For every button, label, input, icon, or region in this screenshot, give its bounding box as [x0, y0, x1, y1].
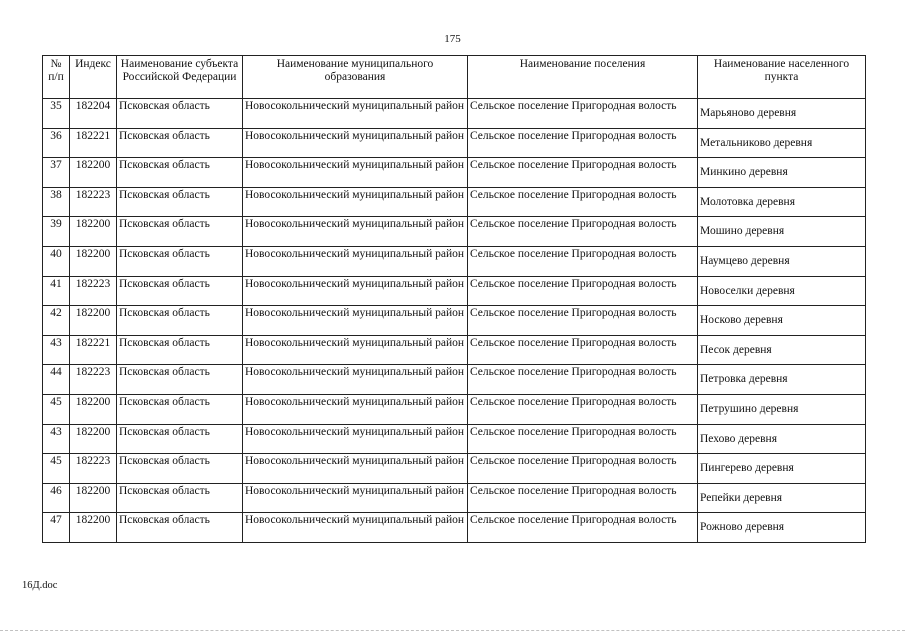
- cell-municipality: Новосокольнический муниципальный район: [243, 99, 468, 129]
- cell-subject: Псковская область: [117, 99, 243, 129]
- cell-municipality: Новосокольнический муниципальный район: [243, 394, 468, 424]
- cell-num: 39: [43, 217, 70, 247]
- cell-locality: Петровка деревня: [698, 365, 866, 395]
- cell-index: 182223: [70, 365, 117, 395]
- cell-num: 46: [43, 483, 70, 513]
- cell-municipality: Новосокольнический муниципальный район: [243, 158, 468, 188]
- cell-num: 44: [43, 365, 70, 395]
- table-header-row: [43, 56, 866, 99]
- cell-locality: Наумцево деревня: [698, 246, 866, 276]
- cell-index: 182223: [70, 454, 117, 484]
- cell-municipality: Новосокольнический муниципальный район: [243, 246, 468, 276]
- cell-subject: Псковская область: [117, 513, 243, 543]
- header-index: Индекс: [70, 56, 117, 99]
- cell-settlement: Сельское поселение Пригородная волость: [468, 335, 698, 365]
- table-body: [43, 99, 866, 543]
- header-num: № п/п: [43, 56, 70, 99]
- table-row: [43, 99, 866, 129]
- cell-locality: Пингерево деревня: [698, 454, 866, 484]
- cell-settlement: Сельское поселение Пригородная волость: [468, 99, 698, 129]
- cell-settlement: Сельское поселение Пригородная волость: [468, 276, 698, 306]
- cell-settlement: Сельское поселение Пригородная волость: [468, 187, 698, 217]
- cell-index: 182200: [70, 483, 117, 513]
- header-subject: Наименование субъекта Российской Федерации: [117, 56, 243, 99]
- cell-locality: Песок деревня: [698, 335, 866, 365]
- cell-num: 42: [43, 306, 70, 336]
- table-row: [43, 424, 866, 454]
- cell-num: 45: [43, 394, 70, 424]
- cell-municipality: Новосокольнический муниципальный район: [243, 187, 468, 217]
- cell-settlement: Сельское поселение Пригородная волость: [468, 246, 698, 276]
- cell-settlement: Сельское поселение Пригородная волость: [468, 394, 698, 424]
- table-row: [43, 158, 866, 188]
- cell-num: 43: [43, 335, 70, 365]
- table-row: [43, 187, 866, 217]
- localities-table: [42, 55, 866, 543]
- page-number: 175: [444, 33, 461, 45]
- table-row: [43, 306, 866, 336]
- cell-subject: Псковская область: [117, 424, 243, 454]
- cell-index: 182221: [70, 335, 117, 365]
- cell-municipality: Новосокольнический муниципальный район: [243, 424, 468, 454]
- header-municipality: Наименование муниципального образования: [243, 56, 468, 99]
- cell-index: 182200: [70, 394, 117, 424]
- cell-locality: Молотовка деревня: [698, 187, 866, 217]
- table-row: [43, 394, 866, 424]
- header-settlement: Наименование поселения: [468, 56, 698, 99]
- cell-locality: Марьяново деревня: [698, 99, 866, 129]
- table-row: [43, 217, 866, 247]
- cell-subject: Псковская область: [117, 454, 243, 484]
- cell-locality: Новоселки деревня: [698, 276, 866, 306]
- cell-subject: Псковская область: [117, 335, 243, 365]
- cell-municipality: Новосокольнический муниципальный район: [243, 335, 468, 365]
- cell-locality: Мошино деревня: [698, 217, 866, 247]
- cell-index: 182221: [70, 128, 117, 158]
- cell-settlement: Сельское поселение Пригородная волость: [468, 365, 698, 395]
- cell-subject: Псковская область: [117, 365, 243, 395]
- cell-num: 41: [43, 276, 70, 306]
- cell-num: 36: [43, 128, 70, 158]
- cell-locality: Метальниково деревня: [698, 128, 866, 158]
- cell-settlement: Сельское поселение Пригородная волость: [468, 454, 698, 484]
- cell-settlement: Сельское поселение Пригородная волость: [468, 306, 698, 336]
- table-row: [43, 513, 866, 543]
- cell-num: 35: [43, 99, 70, 129]
- cell-locality: Минкино деревня: [698, 158, 866, 188]
- cell-municipality: Новосокольнический муниципальный район: [243, 513, 468, 543]
- cell-locality: Рожново деревня: [698, 513, 866, 543]
- cell-municipality: Новосокольнический муниципальный район: [243, 306, 468, 336]
- scan-edge-line: [0, 630, 905, 631]
- cell-index: 182200: [70, 306, 117, 336]
- cell-index: 182200: [70, 513, 117, 543]
- table-row: [43, 246, 866, 276]
- cell-municipality: Новосокольнический муниципальный район: [243, 217, 468, 247]
- cell-subject: Псковская область: [117, 217, 243, 247]
- cell-settlement: Сельское поселение Пригородная волость: [468, 128, 698, 158]
- cell-num: 38: [43, 187, 70, 217]
- document-filename: 16Д.doc: [22, 580, 58, 591]
- cell-index: 182200: [70, 217, 117, 247]
- cell-index: 182223: [70, 276, 117, 306]
- cell-municipality: Новосокольнический муниципальный район: [243, 365, 468, 395]
- cell-index: 182200: [70, 424, 117, 454]
- cell-num: 45: [43, 454, 70, 484]
- header-locality: Наименование населенного пункта: [698, 56, 866, 99]
- cell-subject: Псковская область: [117, 394, 243, 424]
- cell-locality: Носково деревня: [698, 306, 866, 336]
- cell-index: 182204: [70, 99, 117, 129]
- cell-municipality: Новосокольнический муниципальный район: [243, 276, 468, 306]
- cell-municipality: Новосокольнический муниципальный район: [243, 128, 468, 158]
- cell-locality: Репейки деревня: [698, 483, 866, 513]
- table-row: [43, 483, 866, 513]
- cell-subject: Псковская область: [117, 128, 243, 158]
- table-row: [43, 365, 866, 395]
- table-row: [43, 128, 866, 158]
- cell-settlement: Сельское поселение Пригородная волость: [468, 424, 698, 454]
- table-row: [43, 335, 866, 365]
- cell-settlement: Сельское поселение Пригородная волость: [468, 158, 698, 188]
- cell-index: 182223: [70, 187, 117, 217]
- cell-municipality: Новосокольнический муниципальный район: [243, 454, 468, 484]
- cell-municipality: Новосокольнический муниципальный район: [243, 483, 468, 513]
- cell-locality: Петрушино деревня: [698, 394, 866, 424]
- cell-index: 182200: [70, 246, 117, 276]
- cell-locality: Пехово деревня: [698, 424, 866, 454]
- cell-settlement: Сельское поселение Пригородная волость: [468, 483, 698, 513]
- cell-subject: Псковская область: [117, 246, 243, 276]
- cell-settlement: Сельское поселение Пригородная волость: [468, 513, 698, 543]
- cell-subject: Псковская область: [117, 158, 243, 188]
- cell-num: 43: [43, 424, 70, 454]
- cell-settlement: Сельское поселение Пригородная волость: [468, 217, 698, 247]
- cell-index: 182200: [70, 158, 117, 188]
- table-row: [43, 454, 866, 484]
- cell-num: 47: [43, 513, 70, 543]
- cell-subject: Псковская область: [117, 276, 243, 306]
- cell-subject: Псковская область: [117, 187, 243, 217]
- cell-subject: Псковская область: [117, 483, 243, 513]
- table-row: [43, 276, 866, 306]
- cell-num: 37: [43, 158, 70, 188]
- cell-subject: Псковская область: [117, 306, 243, 336]
- cell-num: 40: [43, 246, 70, 276]
